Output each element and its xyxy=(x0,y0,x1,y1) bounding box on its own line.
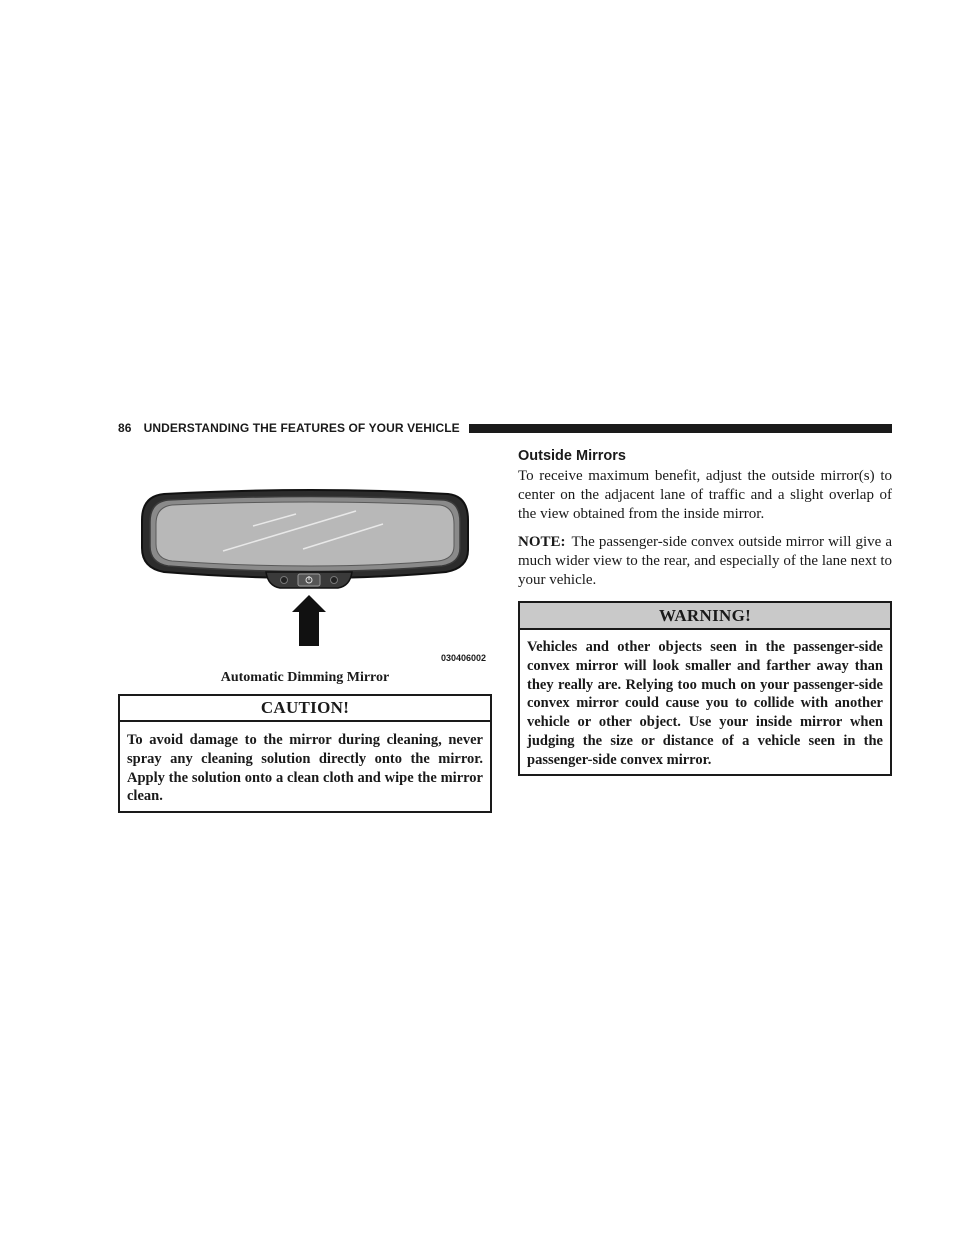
warning-box xyxy=(518,601,892,776)
warning-body: Vehicles and other objects seen in the passenger-side convex mirror will look smaller and farther away than they really are. Relying too much on your passenger-side convex mirror could cause you to collide with another vehicle or other object. Use your inside mirror when judging the size or distance of a vehicle seen in the passenger-side convex mirror. xyxy=(527,639,883,768)
up-arrow-icon xyxy=(292,595,326,646)
warning-title: WARNING! xyxy=(520,603,890,630)
note-text: The passenger-side convex outside mirror will give a much wider view to the rear, and especially of the lane next to your vehicle. xyxy=(518,534,892,588)
note-label: NOTE: xyxy=(518,534,566,550)
figure-code: 030406002 xyxy=(441,653,487,663)
caution-title: CAUTION! xyxy=(120,696,490,722)
caution-body: To avoid damage to the mirror during cleaning, never spray any cleaning solution directly onto the mirror. Apply the solution onto a clean cloth and wipe the mirror clean. xyxy=(127,732,483,805)
note-paragraph xyxy=(518,533,892,589)
caution-box xyxy=(118,694,492,813)
section-title: UNDERSTANDING THE FEATURES OF YOUR VEHICLE xyxy=(143,421,460,435)
figure-caption: Automatic Dimming Mirror xyxy=(220,670,390,685)
page-number: 86 xyxy=(118,421,132,435)
outside-mirrors-heading: Outside Mirrors xyxy=(518,448,626,464)
rearview-mirror-illustration xyxy=(138,484,494,670)
header-rule xyxy=(469,424,892,433)
mirror-glass xyxy=(156,502,454,566)
page-header xyxy=(118,419,892,437)
outside-mirrors-paragraph: To receive maximum benefit, adjust the outside mirror(s) to center on the adjacent lane of traffic and a slight overlap of the view obtained from the inside mirror. xyxy=(518,468,892,522)
